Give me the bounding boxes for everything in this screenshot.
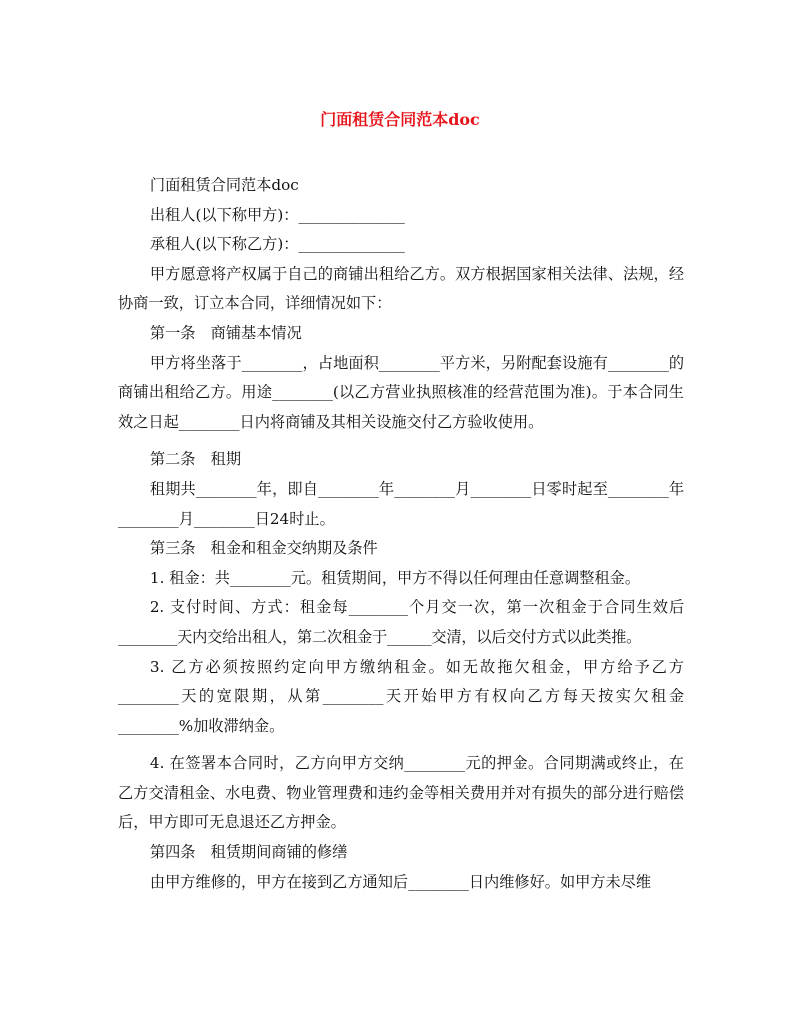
article-3-heading: 第三条 租金和租金交纳期及条件 <box>149 539 378 558</box>
document-title: 门面租赁合同范本doc <box>320 110 480 129</box>
article-3-item-2: 2. 支付时间、方式：租金每________个月交一次，第一次租金于合同生效后________天内交给出租人，第二次租金于______交清，以后交付方式以此类推。 <box>118 598 684 646</box>
article-2-heading: 第二条 租期 <box>149 450 242 469</box>
preamble-paragraph: 甲方愿意将产权属于自己的商铺出租给乙方。双方根据国家相关法律、法规，经协商一致，订立本合同，详细情况如下： <box>118 264 684 313</box>
article-2-paragraph: 租期共________年，即自________年________月________日零时起至________年________月________日24时止。 <box>118 479 684 528</box>
article-3-item-4: 4. 在签署本合同时，乙方向甲方交纳________元的押金。合同期满或终止，在乙方交清租金、水电费、物业管理费和违约金等相关费用并对有损失的部分进行赔偿后，甲方即可无息退还乙方押金。 <box>118 754 684 832</box>
article-4-heading: 第四条 租赁期间商铺的修缮 <box>149 843 348 862</box>
article-1-paragraph: 甲方将坐落于________，占地面积________平方米，另附配套设施有________的商铺出租给乙方。用途________(以乙方营业执照核准的经营范围为准)。于本合同生效之日起________日内将商铺及其相关设施交付乙方验收使用。 <box>118 353 684 431</box>
lessee-line: 承租人(以下称乙方)：______________ <box>149 235 405 254</box>
article-4-paragraph: 由甲方维修的，甲方在接到乙方通知后________日内维修好。如甲方未尽维 <box>149 872 652 891</box>
article-3-item-1: 1. 租金：共________元。租赁期间，甲方不得以任何理由任意调整租金。 <box>149 568 641 587</box>
article-3-item-3: 3. 乙方必须按照约定向甲方缴纳租金。如无故拖欠租金，甲方给予乙方________天的宽限期，从第________天开始甲方有权向乙方每天按实欠租金________%加收滞纳金。 <box>118 657 684 735</box>
intro-heading: 门面租赁合同范本doc <box>149 176 299 194</box>
article-1-heading: 第一条 商铺基本情况 <box>149 323 302 342</box>
document-body <box>118 171 684 897</box>
lessor-line: 出租人(以下称甲方)：______________ <box>149 205 405 224</box>
